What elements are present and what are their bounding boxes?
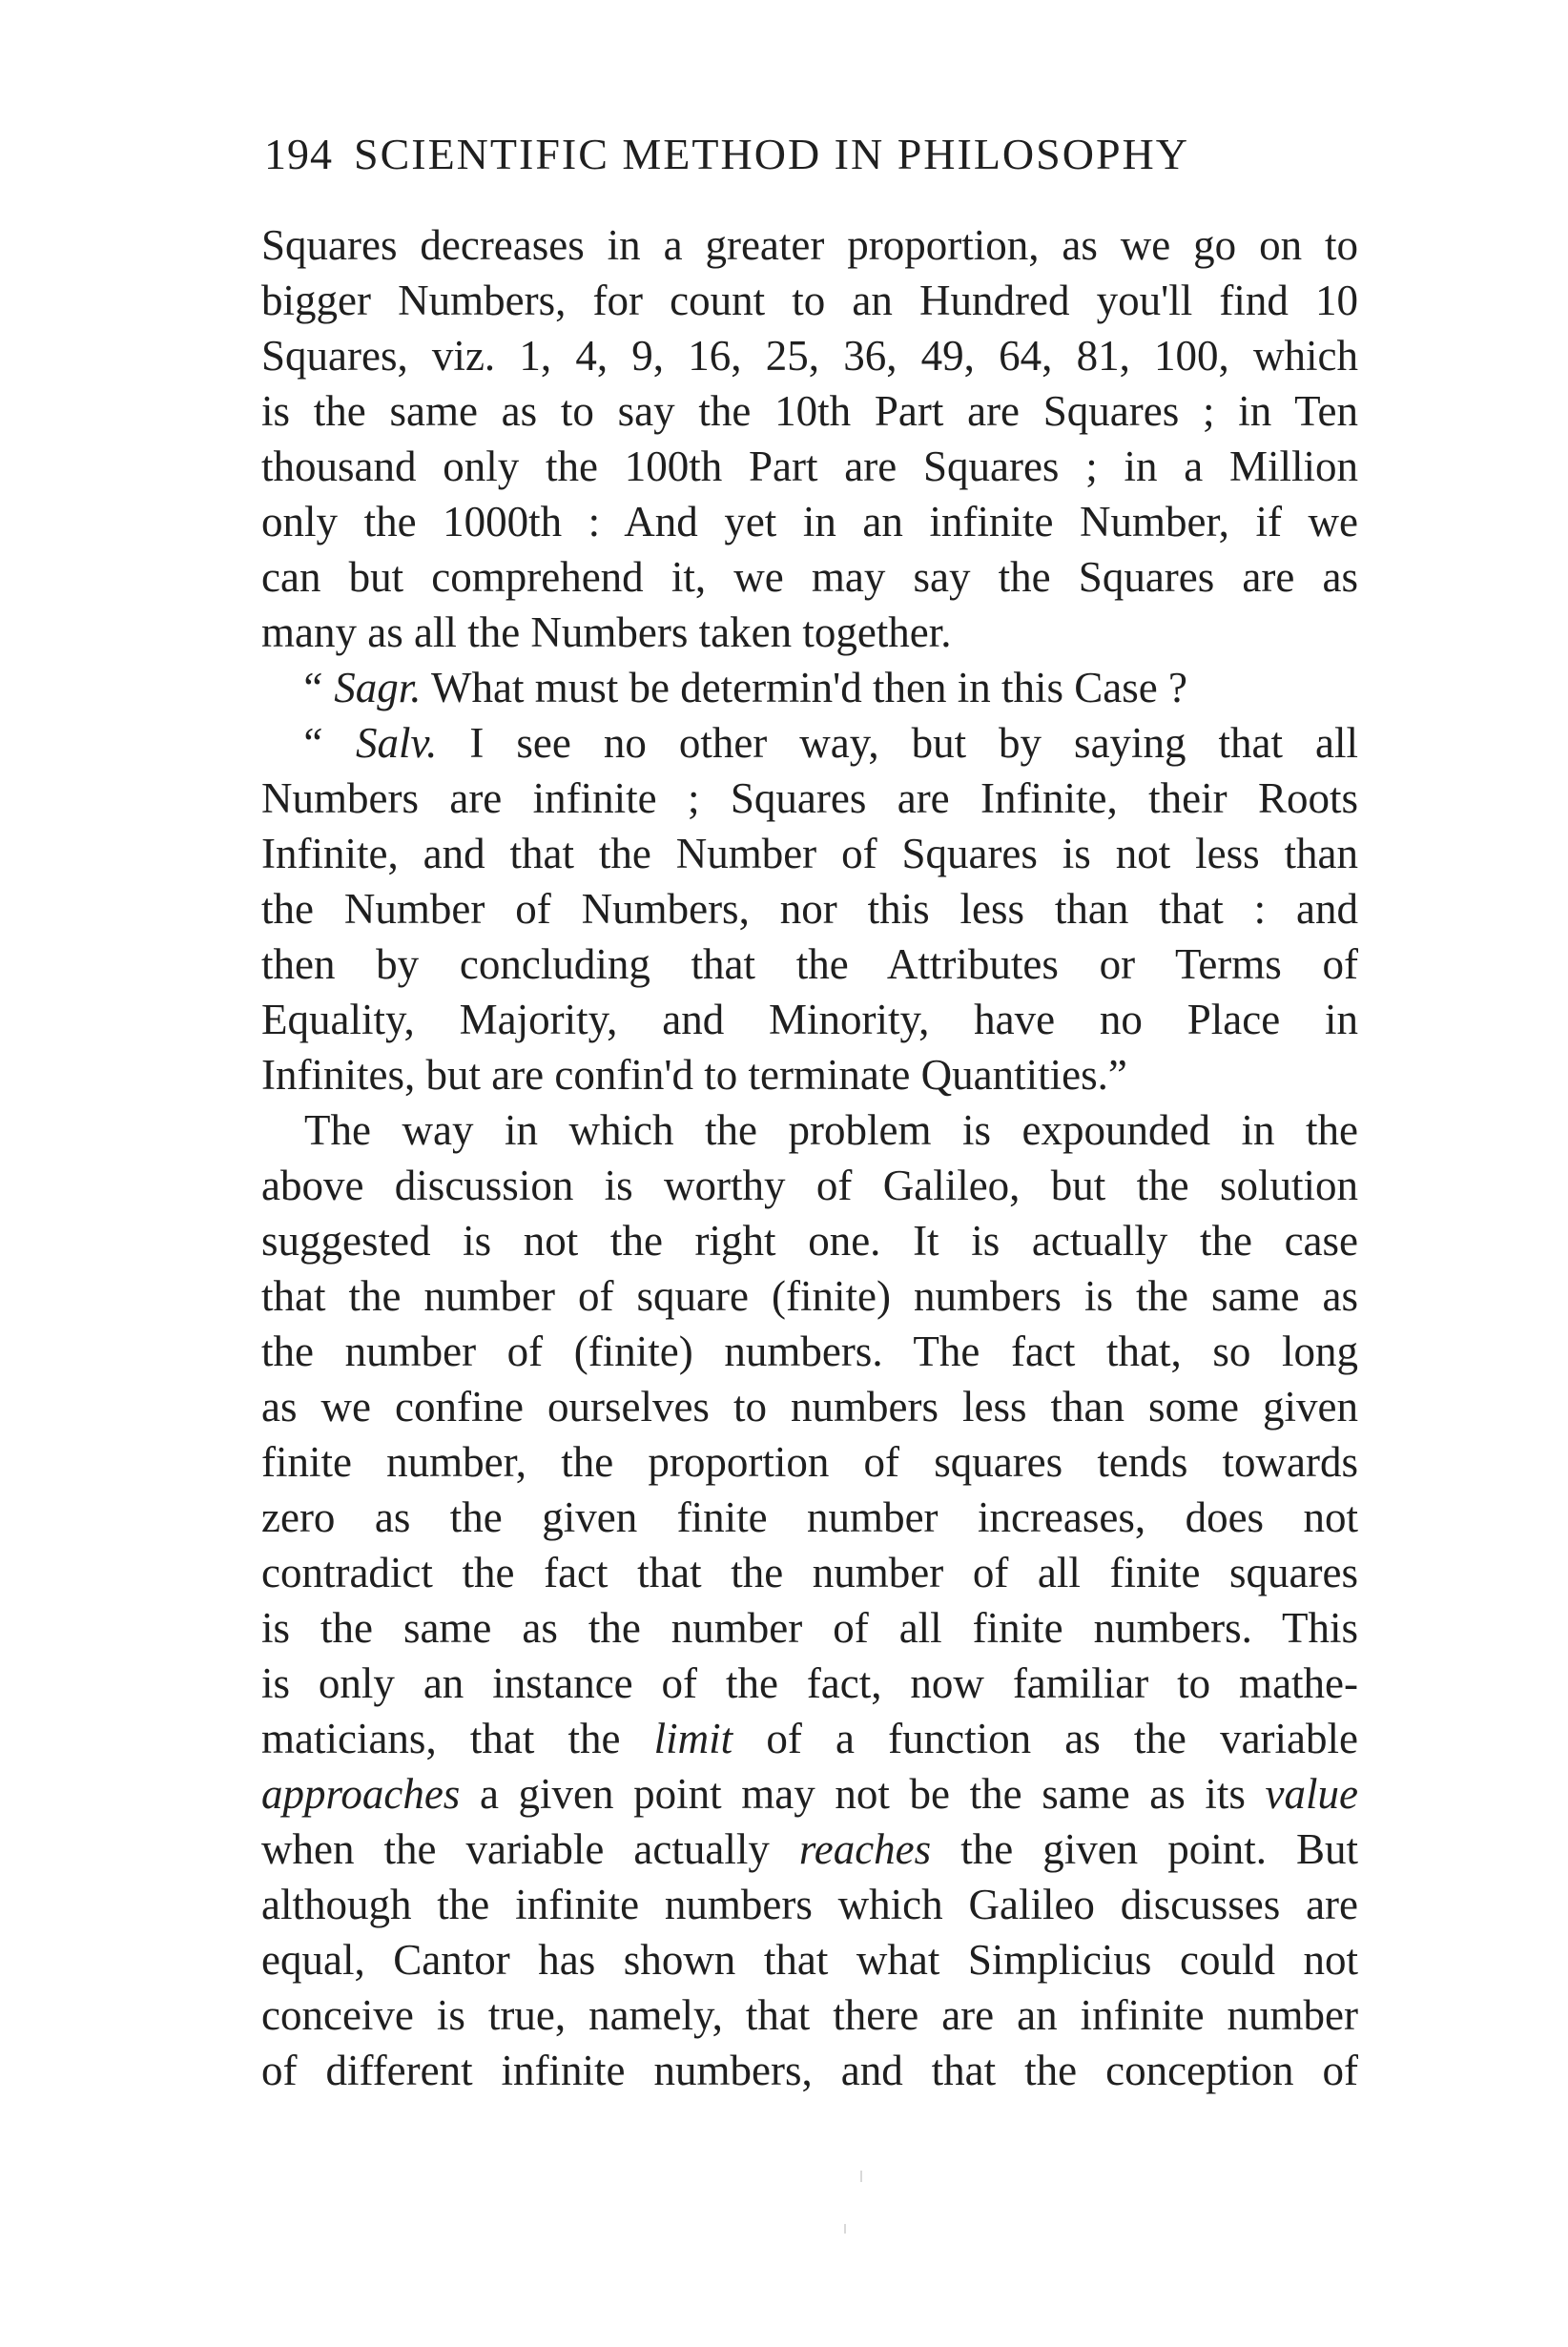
text-line: zero as the given finite number increases, does not (261, 1493, 1358, 1541)
text-line: the Number of Numbers, nor this less than that : and (261, 885, 1358, 933)
text-line: although the infinite numbers which Galileo discusses are (261, 1881, 1358, 1928)
text-line (261, 1711, 1358, 1766)
emphasis-reaches: reaches (798, 1825, 932, 1873)
text-line: can but comprehend it, we may say the Squares are as (261, 553, 1358, 601)
text-line: is only an instance of the fact, now familiar to mathe- (261, 1659, 1358, 1707)
text-line: many as all the Numbers taken together. (261, 608, 952, 656)
text-run: of a function as the variable (732, 1715, 1358, 1762)
text-line: Infinites, but are confin'd to terminate Quantities.” (261, 1051, 1127, 1099)
scan-mark (860, 2171, 862, 2182)
body-text (261, 217, 1358, 2098)
text-line: Squares, viz. 1, 4, 9, 16, 25, 36, 49, 64, 81, 100, which (261, 332, 1358, 380)
text-run: the given point. But (931, 1825, 1358, 1873)
text-line: is the same as the number of all finite numbers. This (261, 1604, 1358, 1652)
text-line (261, 1766, 1358, 1822)
text-line (261, 1822, 1358, 1877)
running-title: SCIENTIFIC METHOD IN PHILOSOPHY (354, 130, 1189, 178)
text-line: that the number of square (finite) numbers is the same as (261, 1272, 1358, 1320)
text-line: Squares decreases in a greater proportion, as we go on to (261, 221, 1358, 269)
text-line: contradict the fact that the number of all finite squares (261, 1549, 1358, 1596)
text-run: when the variable actually (261, 1825, 799, 1873)
text-line: then by concluding that the Attributes or Terms of (261, 940, 1358, 988)
dialogue-line (261, 660, 1358, 715)
text-line: thousand only the 100th Part are Squares ; in a Million (261, 443, 1358, 490)
scan-mark (844, 2224, 846, 2234)
paragraph-first-line: The way in which the problem is expounded in the (304, 1106, 1358, 1154)
emphasis-limit: limit (653, 1715, 733, 1762)
text-line: of different infinite numbers, and that the conception of (261, 2047, 1358, 2094)
emphasis-approaches: approaches (261, 1770, 461, 1818)
speaker-salv: “ Salv. (299, 719, 438, 767)
speech-text: What must be determin'd then in this Case ? (421, 664, 1187, 711)
text-line: suggested is not the right one. It is actually the case (261, 1217, 1358, 1265)
text-run: maticians, that the (261, 1715, 654, 1762)
speaker-sagr: “ Sagr. (299, 664, 422, 711)
emphasis-value: value (1265, 1770, 1358, 1818)
text-line: conceive is true, namely, that there are an infinite number (261, 1991, 1358, 2039)
dialogue-line (261, 715, 1358, 771)
text-line: only the 1000th : And yet in an infinite Number, if we (261, 498, 1358, 546)
text-line: is the same as to say the 10th Part are Squares ; in Ten (261, 387, 1358, 435)
page-number: 194 (264, 130, 333, 178)
speech-text: I see no other way, but by saying that all (437, 719, 1358, 767)
text-run: a given point may not be the same as its (460, 1770, 1266, 1818)
text-line: equal, Cantor has shown that what Simplicius could not (261, 1936, 1358, 1984)
text-line: bigger Numbers, for count to an Hundred you'll find 10 (261, 277, 1358, 324)
text-line: Equality, Majority, and Minority, have no Place in (261, 996, 1358, 1043)
text-line: finite number, the proportion of squares tends towards (261, 1438, 1358, 1486)
text-line: Numbers are infinite ; Squares are Infinite, their Roots (261, 774, 1358, 822)
text-line: as we confine ourselves to numbers less than some given (261, 1383, 1358, 1431)
page-header (264, 126, 1361, 183)
text-line: the number of (finite) numbers. The fact that, so long (261, 1328, 1358, 1375)
text-line: above discussion is worthy of Galileo, but the solution (261, 1162, 1358, 1209)
text-line: Infinite, and that the Number of Squares is not less than (261, 830, 1358, 877)
